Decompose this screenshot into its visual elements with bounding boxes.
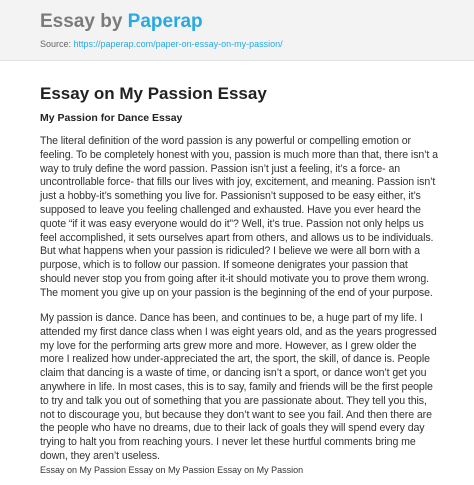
related-links-line: Essay on My Passion Essay on My Passion Essay on My Passion — [40, 465, 304, 475]
page-title: Essay on My Passion Essay — [40, 84, 267, 103]
brand-name: Paperap — [127, 11, 203, 32]
paragraph-intro: The literal definition of the word passion is any powerful or compelling emotion or feeling. To be completely honest with you, passion is much more than that, there isn’t a way to truly define the word passion. Passion isn’t just a feeling, it’s a force- an uncontrollable force- that fills our lives with joy, excitement, and meaning. Passion isn’t just a hobby-it’s something you live for. Passionisn’t supposed to be easy either, it’s supposed to leave you feeling challenged and exhausted. Have you ever heard the quote “if it was easy everyone would do it”? Well, it’s true. Passion not only helps us feel accomplished, it sets ourselves apart from others, and allows us to be individuals. But what happens when your passion is ridiculed? I believe we were all born with a purpose, which is to follow our passion. If someone denigrates your passion that should never stop you from going after it-it should motivate you to prove them wrong. The moment you give up on your passion is the beginning of the end of your purpose. — [40, 135, 438, 299]
source-line — [40, 39, 283, 50]
essay-subtitle: My Passion for Dance Essay — [40, 112, 183, 124]
paragraph-dance: My passion is dance. Dance has been, and continues to be, a huge part of my life. I attended my first dance class when I was eight years old, and as the years progressed my love for the performing arts grew more and more. However, as I grew older the more I realized how under-appreciated the art, the sport, the skill, of dance is. People claim that dancing is a waste of time, or dancing isn’t a sport, or dance won’t get you anywhere in life. In most cases, this is to say, family and friends will be the first people to try and talk you out of something that you are passionate about. They tell you this, not to discourage you, but because they don’t want to see you fail. And then there are the people who have no dreams, due to their lack of goals they will spend every day trying to halt you from reaching yours. I never let these hurtful comments bring me down, they aren’t useless. — [40, 312, 437, 462]
source-label: Source: — [40, 39, 74, 49]
brand-prefix: Essay by — [40, 11, 128, 32]
header-bar — [0, 0, 474, 61]
source-link[interactable]: https://paperap.com/paper-on-essay-on-my-passion/ — [73, 39, 283, 49]
site-brand[interactable] — [40, 11, 203, 33]
